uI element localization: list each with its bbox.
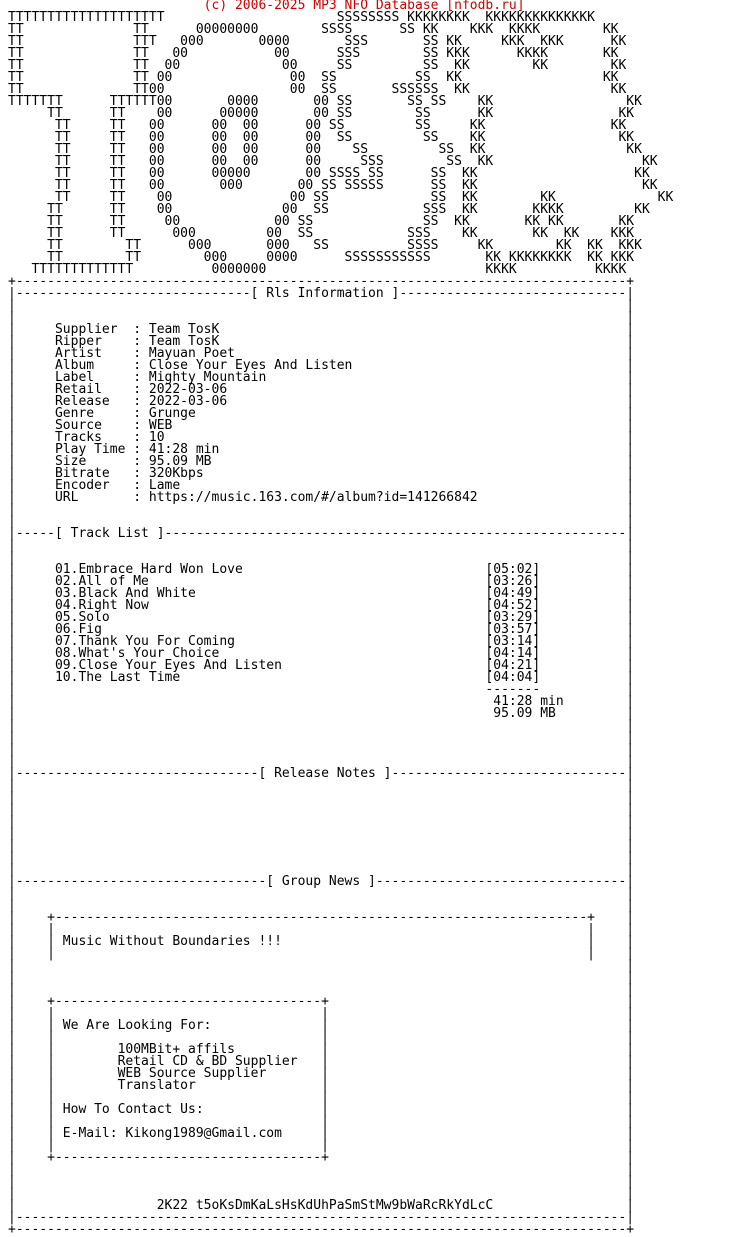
- ascii-logo-row-3: TT TT 00 00 SSS SS KKK KKKK KK: [8, 46, 619, 61]
- ascii-logo-row-14: TT TT 00 000 00 SS SSSSS SS KK KK: [8, 178, 658, 193]
- ascii-logo-row-0: TTTTTTTTTTTTTTTTTTTT SSSSSSSS KKKKKKKK KKKKKKKKKKKKKK: [8, 10, 595, 25]
- blank-line: | |: [8, 1162, 635, 1177]
- blank-line: | |: [8, 502, 635, 517]
- group-signature: | 2K22 t5oKsDmKaLsHsKdUhPaSmStMw9bWaRcRkYdLcC |: [8, 1198, 635, 1213]
- info-row: | Source : WEB |: [8, 418, 635, 433]
- blank-line: | |: [8, 958, 635, 973]
- section-header-track-list: |-----[ Track List ]-----------------------------------------------------------|: [8, 526, 635, 541]
- blank-line: | |: [8, 814, 635, 829]
- totals-rule: | ------- |: [8, 682, 635, 697]
- ascii-logo-row-21: TTTTTTTTTTTTT 0000000 KKKK KKKK: [8, 262, 627, 277]
- blank-line: | |: [8, 754, 635, 769]
- track-row: | 06.Fig [03:57] |: [8, 622, 635, 637]
- track-row: | 03.Black And White [04:49] |: [8, 586, 635, 601]
- ascii-logo-row-20: TT TT 000 0000 SSSSSSSSSSS KK KKKKKKKK KK KKK: [8, 250, 635, 265]
- recruit-box-blank: | | | |: [8, 1030, 635, 1045]
- motto-text: | | Music Without Boundaries !!! | |: [8, 934, 635, 949]
- ascii-logo-row-8: TT TT 00 00000 00 SS SS KK KK: [8, 106, 635, 121]
- blank-line: | |: [8, 778, 635, 793]
- nfo-document: [8, 0, 673, 1236]
- blank-line: | |: [8, 310, 635, 325]
- border-top: +------------------------------------------------------------------------------+: [8, 274, 635, 289]
- blank-line: | |: [8, 730, 635, 745]
- looking-for-item: | | WEB Source Supplier | |: [8, 1066, 635, 1081]
- blank-line: | |: [8, 1186, 635, 1201]
- info-row: | Release : 2022-03-06 |: [8, 394, 635, 409]
- info-row: | Genre : Grunge |: [8, 406, 635, 421]
- info-row: | Size : 95.09 MB |: [8, 454, 635, 469]
- copyright-line: (c) 2006-2025 MP3 NFO Database [nfodb.ru]: [8, 0, 525, 13]
- info-row: | Encoder : Lame |: [8, 478, 635, 493]
- info-row: | Label : Mighty Mountain |: [8, 370, 635, 385]
- border-bottom: +------------------------------------------------------------------------------+: [8, 1222, 635, 1237]
- ascii-logo-row-2: TT TTT 000 0000 SSS SS KK KKK KKK KK: [8, 34, 627, 49]
- blank-line: | |: [8, 862, 635, 877]
- divider-bottom: |------------------------------------------------------------------------------|: [8, 1210, 635, 1225]
- blank-line: | |: [8, 550, 635, 565]
- info-row: | Play Time : 41:28 min |: [8, 442, 635, 457]
- ascii-logo-row-13: TT TT 00 00000 00 SSSS SS SS KK KK: [8, 166, 650, 181]
- contact-email: | | E-Mail: Kikong1989@Gmail.com | |: [8, 1126, 635, 1141]
- track-row: | 10.The Last Time [04:04] |: [8, 670, 635, 685]
- track-row: | 02.All of Me [03:26] |: [8, 574, 635, 589]
- blank-line: | |: [8, 838, 635, 853]
- section-header-release-notes: |-------------------------------[ Release Notes ]------------------------------|: [8, 766, 635, 781]
- ascii-logo-row-5: TT TT 00 00 SS SS KK KK: [8, 70, 619, 85]
- info-row: | URL : https://music.163.com/#/album?id=141266842 |: [8, 490, 635, 505]
- blank-line: | |: [8, 790, 635, 805]
- ascii-logo-row-7: TTTTTTT TTTTTT00 0000 00 SS SS SS KK KK: [8, 94, 642, 109]
- blank-line: | |: [8, 898, 635, 913]
- blank-line: | |: [8, 1174, 635, 1189]
- looking-for-item: | | Retail CD & BD Supplier | |: [8, 1054, 635, 1069]
- total-play-time: | 41:28 min |: [8, 694, 635, 709]
- looking-for-title: | | We Are Looking For: | |: [8, 1018, 635, 1033]
- blank-line: | |: [8, 538, 635, 553]
- blank-line: | |: [8, 886, 635, 901]
- ascii-logo-row-10: TT TT 00 00 00 00 SS SS KK KK: [8, 130, 635, 145]
- blank-line: | |: [8, 826, 635, 841]
- track-row: | 09.Close Your Eyes And Listen [04:21] |: [8, 658, 635, 673]
- motto-box-blank: | | | |: [8, 922, 635, 937]
- track-row: | 01.Embrace Hard Won Love [05:02] |: [8, 562, 635, 577]
- ascii-logo-row-6: TT TT00 00 SS SSSSSS KK KK: [8, 82, 627, 97]
- ascii-logo-row-19: TT TT 000 000 SS SSSS KK KK KK KKK: [8, 238, 642, 253]
- blank-line: | |: [8, 850, 635, 865]
- section-header-rls-information: |------------------------------[ Rls Information ]-----------------------------|: [8, 286, 635, 301]
- info-row: | Bitrate : 320Kbps |: [8, 466, 635, 481]
- ascii-logo-row-12: TT TT 00 00 00 00 SSS SS KK KK: [8, 154, 658, 169]
- info-row: | Supplier : Team TosK |: [8, 322, 635, 337]
- blank-line: | |: [8, 802, 635, 817]
- ascii-logo-row-9: TT TT 00 00 00 00 SS SS KK KK: [8, 118, 627, 133]
- blank-line: | |: [8, 298, 635, 313]
- blank-line: | |: [8, 514, 635, 529]
- motto-box-blank: | | | |: [8, 946, 635, 961]
- ascii-logo-row-18: TT TT 000 00 SS SSS KK KK KK KKK: [8, 226, 635, 241]
- ascii-logo-row-17: TT TT 00 00 SS SS KK KK KK KK: [8, 214, 635, 229]
- recruit-box-blank: | | | |: [8, 1006, 635, 1021]
- ascii-logo-row-15: TT TT 00 00 SS SS KK KK KK: [8, 190, 674, 205]
- recruit-box-blank: | | | |: [8, 1090, 635, 1105]
- blank-line: | |: [8, 970, 635, 985]
- track-row: | 07.Thank You For Coming [03:14] |: [8, 634, 635, 649]
- ascii-logo-row-16: TT TT 00 00 SS SSS KK KKKK KK: [8, 202, 650, 217]
- ascii-logo-row-4: TT TT 00 00 SS SS KK KK KK: [8, 58, 627, 73]
- recruit-box-bottom: | +----------------------------------+ |: [8, 1150, 635, 1165]
- ascii-logo-row-11: TT TT 00 00 00 00 SS SS KK KK: [8, 142, 642, 157]
- info-row: | Album : Close Your Eyes And Listen |: [8, 358, 635, 373]
- recruit-box-blank: | | | |: [8, 1114, 635, 1129]
- info-row: | Tracks : 10 |: [8, 430, 635, 445]
- motto-box-top: | +--------------------------------------------------------------------+ |: [8, 910, 635, 925]
- looking-for-item: | | Translator | |: [8, 1078, 635, 1093]
- track-row: | 04.Right Now [04:52] |: [8, 598, 635, 613]
- recruit-box-top: | +----------------------------------+ |: [8, 994, 635, 1009]
- info-row: | Artist : Mayuan Poet |: [8, 346, 635, 361]
- contact-title: | | How To Contact Us: | |: [8, 1102, 635, 1117]
- blank-line: | |: [8, 982, 635, 997]
- info-row: | Retail : 2022-03-06 |: [8, 382, 635, 397]
- total-size: | 95.09 MB |: [8, 706, 635, 721]
- blank-line: | |: [8, 742, 635, 757]
- track-row: | 05.Solo [03:29] |: [8, 610, 635, 625]
- ascii-logo-row-1: TT TT 00000000 SSSS SS KK KKK KKKK KK: [8, 22, 619, 37]
- info-row: | Ripper : Team TosK |: [8, 334, 635, 349]
- blank-line: | |: [8, 718, 635, 733]
- section-header-group-news: |--------------------------------[ Group News ]--------------------------------|: [8, 874, 635, 889]
- recruit-box-blank: | | | |: [8, 1138, 635, 1153]
- looking-for-item: | | 100MBit+ affils | |: [8, 1042, 635, 1057]
- track-row: | 08.What's Your Choice [04:14] |: [8, 646, 635, 661]
